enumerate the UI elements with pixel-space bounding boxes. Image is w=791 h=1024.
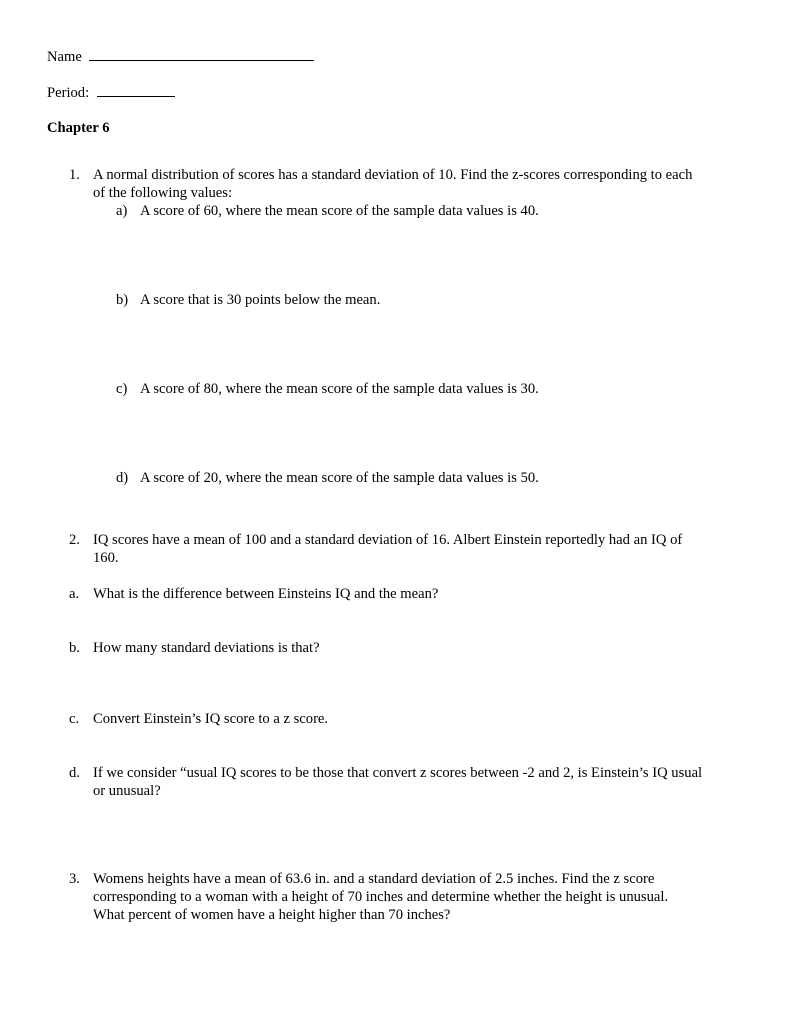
q2a-text: What is the difference between Einsteins IQ and the mean?: [93, 586, 439, 602]
q1d-label: d): [116, 470, 129, 486]
q1-text-line2: of the following values:: [93, 185, 233, 201]
name-line: [47, 47, 314, 66]
q3-text-line3: What percent of women have a height higher than 70 inches?: [93, 907, 451, 923]
q2a-label: a.: [69, 586, 80, 602]
q1a-label: a): [116, 203, 128, 219]
q3-number: 3.: [69, 871, 80, 887]
q2-number: 2.: [69, 532, 80, 548]
q2b-label: b.: [69, 640, 80, 656]
q2d-label: d.: [69, 765, 80, 781]
period-label: Period:: [47, 85, 90, 101]
q1-text-line1: A normal distribution of scores has a standard deviation of 10. Find the z-scores corresponding to each: [93, 167, 693, 183]
q2b-text: How many standard deviations is that?: [93, 640, 320, 656]
q1c-text: A score of 80, where the mean score of the sample data values is 30.: [140, 381, 539, 397]
q2-text-line2: 160.: [93, 550, 119, 566]
period-blank: [97, 83, 175, 97]
q2c-label: c.: [69, 711, 80, 727]
q2d-text-line2: or unusual?: [93, 783, 161, 799]
q1-number: 1.: [69, 167, 80, 183]
q1b-text: A score that is 30 points below the mean.: [140, 292, 381, 308]
q2c-text: Convert Einstein’s IQ score to a z score.: [93, 711, 329, 727]
q1a-text: A score of 60, where the mean score of the sample data values is 40.: [140, 203, 539, 219]
q2d-text-line1: If we consider “usual IQ scores to be those that convert z scores between -2 and 2, is Einstein’s IQ usual: [93, 765, 703, 781]
q3-text-line2: corresponding to a woman with a height of 70 inches and determine whether the height is unusual.: [93, 889, 669, 905]
q1b-label: b): [116, 292, 129, 308]
name-blank: [89, 47, 314, 61]
period-line: [47, 83, 175, 102]
chapter-title: Chapter 6: [47, 120, 110, 136]
q1c-label: c): [116, 381, 128, 397]
q3-text-line1: Womens heights have a mean of 63.6 in. and a standard deviation of 2.5 inches. Find the z score: [93, 871, 655, 887]
name-label: Name: [47, 49, 82, 65]
q1d-text: A score of 20, where the mean score of the sample data values is 50.: [140, 470, 539, 486]
q2-text-line1: IQ scores have a mean of 100 and a standard deviation of 16. Albert Einstein reportedly had an IQ of: [93, 532, 683, 548]
